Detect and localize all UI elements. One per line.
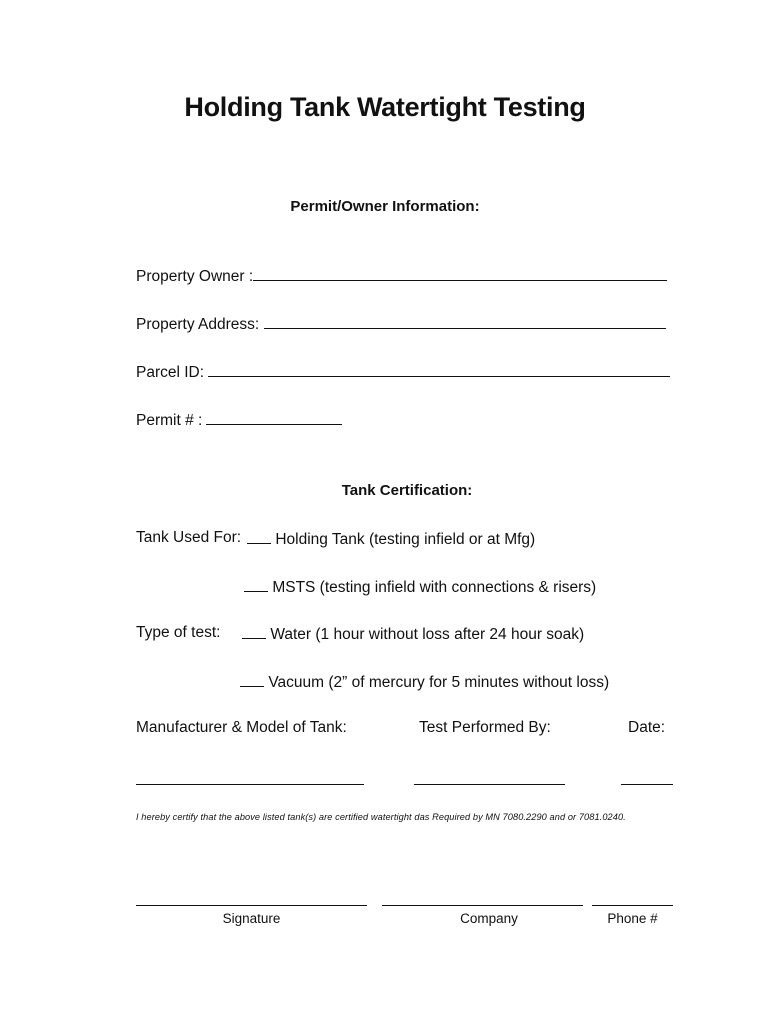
manufacturer-model-label: Manufacturer & Model of Tank: [136,719,347,736]
company-field[interactable] [382,905,583,906]
parcel-id-field[interactable] [208,362,670,377]
vacuum-option-label: Vacuum (2” of mercury for 5 minutes without loss) [268,674,610,691]
vacuum-checkbox[interactable] [240,672,264,687]
test-performed-by-field[interactable] [414,784,565,785]
date-field[interactable] [621,784,673,785]
holding-tank-option [247,529,535,549]
msts-checkbox[interactable] [244,577,268,592]
property-address-row [136,314,666,334]
parcel-id-row [136,362,670,382]
phone-field[interactable] [592,905,673,906]
type-of-test-label: Type of test: [136,624,221,641]
water-option-label: Water (1 hour without loss after 24 hour soak) [270,626,585,643]
property-owner-label: Property Owner : [136,268,254,285]
page-title: Holding Tank Watertight Testing [184,92,586,122]
msts-option [244,577,596,597]
vacuum-option [240,672,609,692]
msts-option-label: MSTS (testing infield with connections & risers) [272,579,597,596]
holding-tank-option-label: Holding Tank (testing infield or at Mfg) [275,531,536,548]
manufacturer-model-field[interactable] [136,784,364,785]
property-owner-field[interactable] [253,266,667,281]
permit-number-label: Permit # : [136,412,203,429]
signature-label: Signature [222,911,281,926]
tank-certification-heading: Tank Certification: [341,482,473,499]
parcel-id-label: Parcel ID: [136,364,205,381]
property-owner-row [136,266,667,286]
certification-statement: I hereby certify that the above listed tank(s) are certified watertight das Required by MN 7080.2290 and or 7081.0240. [136,812,626,822]
water-option [242,624,584,644]
property-address-label: Property Address: [136,316,260,333]
test-performed-by-label: Test Performed By: [419,719,551,736]
phone-label: Phone # [607,911,658,926]
tank-used-for-label: Tank Used For: [136,529,242,546]
company-label: Company [460,911,518,926]
permit-number-row [136,410,342,430]
signature-field[interactable] [136,905,367,906]
date-label: Date: [628,719,666,736]
property-address-field[interactable] [264,314,666,329]
water-checkbox[interactable] [242,624,266,639]
permit-number-field[interactable] [206,410,342,425]
permit-owner-heading: Permit/Owner Information: [290,198,480,215]
holding-tank-checkbox[interactable] [247,529,271,544]
